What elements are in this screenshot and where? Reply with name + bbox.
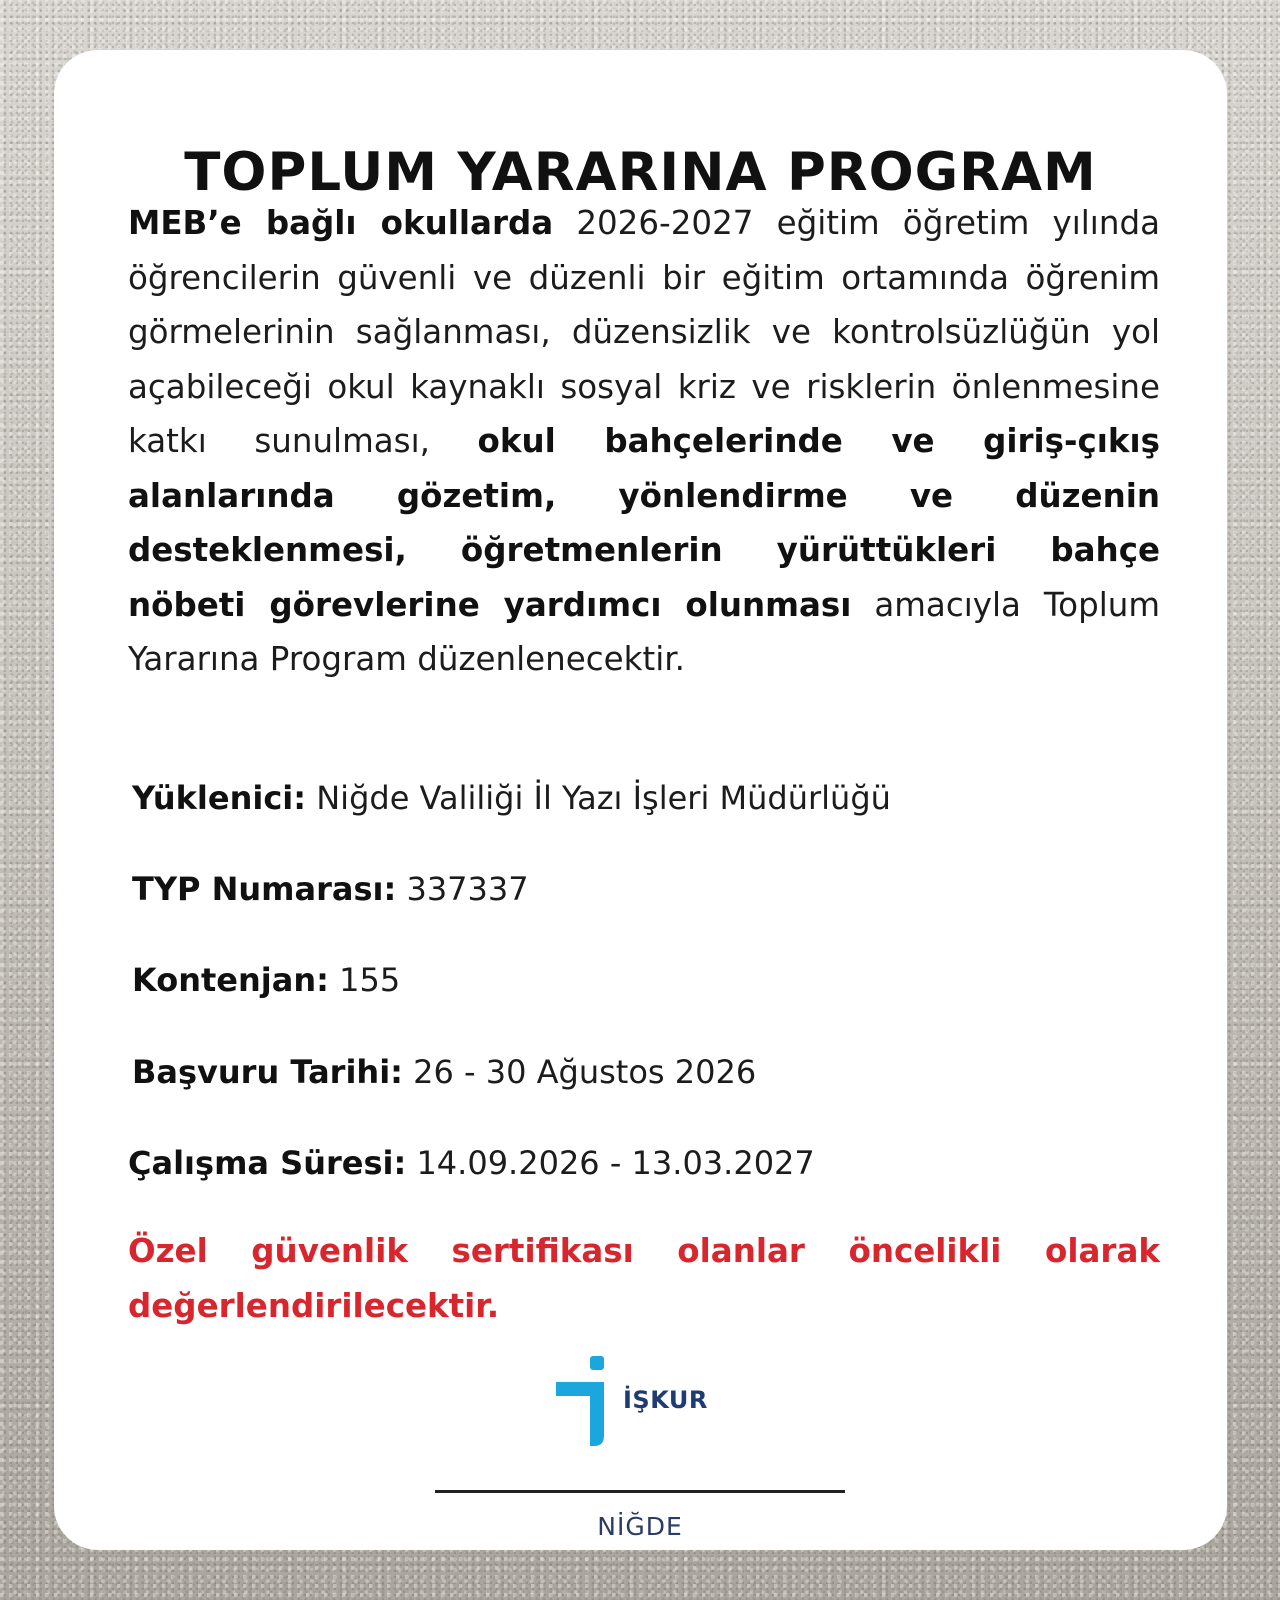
field-quota-value: 155 bbox=[328, 961, 401, 999]
field-contractor-value: Niğde Valiliği İl Yazı İşleri Müdürlüğü bbox=[306, 779, 891, 817]
field-quota bbox=[132, 958, 400, 1002]
field-application-value: 26 - 30 Ağustos 2026 bbox=[402, 1053, 757, 1091]
field-quota-label: Kontenjan: bbox=[132, 961, 329, 999]
field-typ-number bbox=[132, 867, 529, 911]
field-application-label: Başvuru Tarihi: bbox=[132, 1053, 403, 1091]
field-work-period-value: 14.09.2026 - 13.03.2027 bbox=[406, 1144, 815, 1182]
intro-bold-2: okul bahçelerinde ve giriş-çıkış alanlarında gözetim, yönlendirme ve düzenin desteklenmesi, öğretmenlerin yürüttükleri bahçe nöbeti görevlerine yardımcı olunması bbox=[128, 422, 1161, 624]
field-typ-value: 337337 bbox=[396, 870, 529, 908]
field-contractor bbox=[132, 776, 891, 820]
field-contractor-label: Yüklenici: bbox=[132, 779, 307, 817]
intro-text-1: 2026-2027 eğitim öğretim yılında öğrencilerin güvenli ve düzenli bir eğitim ortamında öğrenim görmelerinin sağlanması, düzensizlik ve kontrolsüzlüğün yol açabileceği okul kaynaklı sosyal kriz ve risklerin önlenmesine katkı sunulması, bbox=[128, 204, 1160, 460]
field-typ-label: TYP Numarası: bbox=[132, 870, 397, 908]
field-work-period bbox=[128, 1141, 815, 1185]
iskur-logo-text: İŞKUR bbox=[623, 1386, 708, 1414]
intro-paragraph bbox=[128, 196, 1160, 687]
iskur-logo-icon bbox=[556, 1356, 616, 1452]
priority-note: Özel güvenlik sertifikası olanlar öncelikli olarak değerlendirilecektir. bbox=[128, 1232, 1160, 1325]
field-work-period-label: Çalışma Süresi: bbox=[128, 1144, 407, 1182]
field-application-date bbox=[132, 1050, 756, 1094]
page-title: TOPLUM YARARINA PROGRAM bbox=[184, 142, 1097, 203]
announcement-card bbox=[54, 50, 1227, 1550]
divider bbox=[435, 1490, 845, 1493]
iskur-logo bbox=[556, 1356, 736, 1452]
intro-bold-1: MEB’e bağlı okullarda bbox=[128, 204, 554, 242]
intro-text-2: amacıyla Toplum Yararına Program düzenlenecektir. bbox=[128, 585, 1160, 678]
city-name: NİĞDE bbox=[597, 1512, 683, 1541]
